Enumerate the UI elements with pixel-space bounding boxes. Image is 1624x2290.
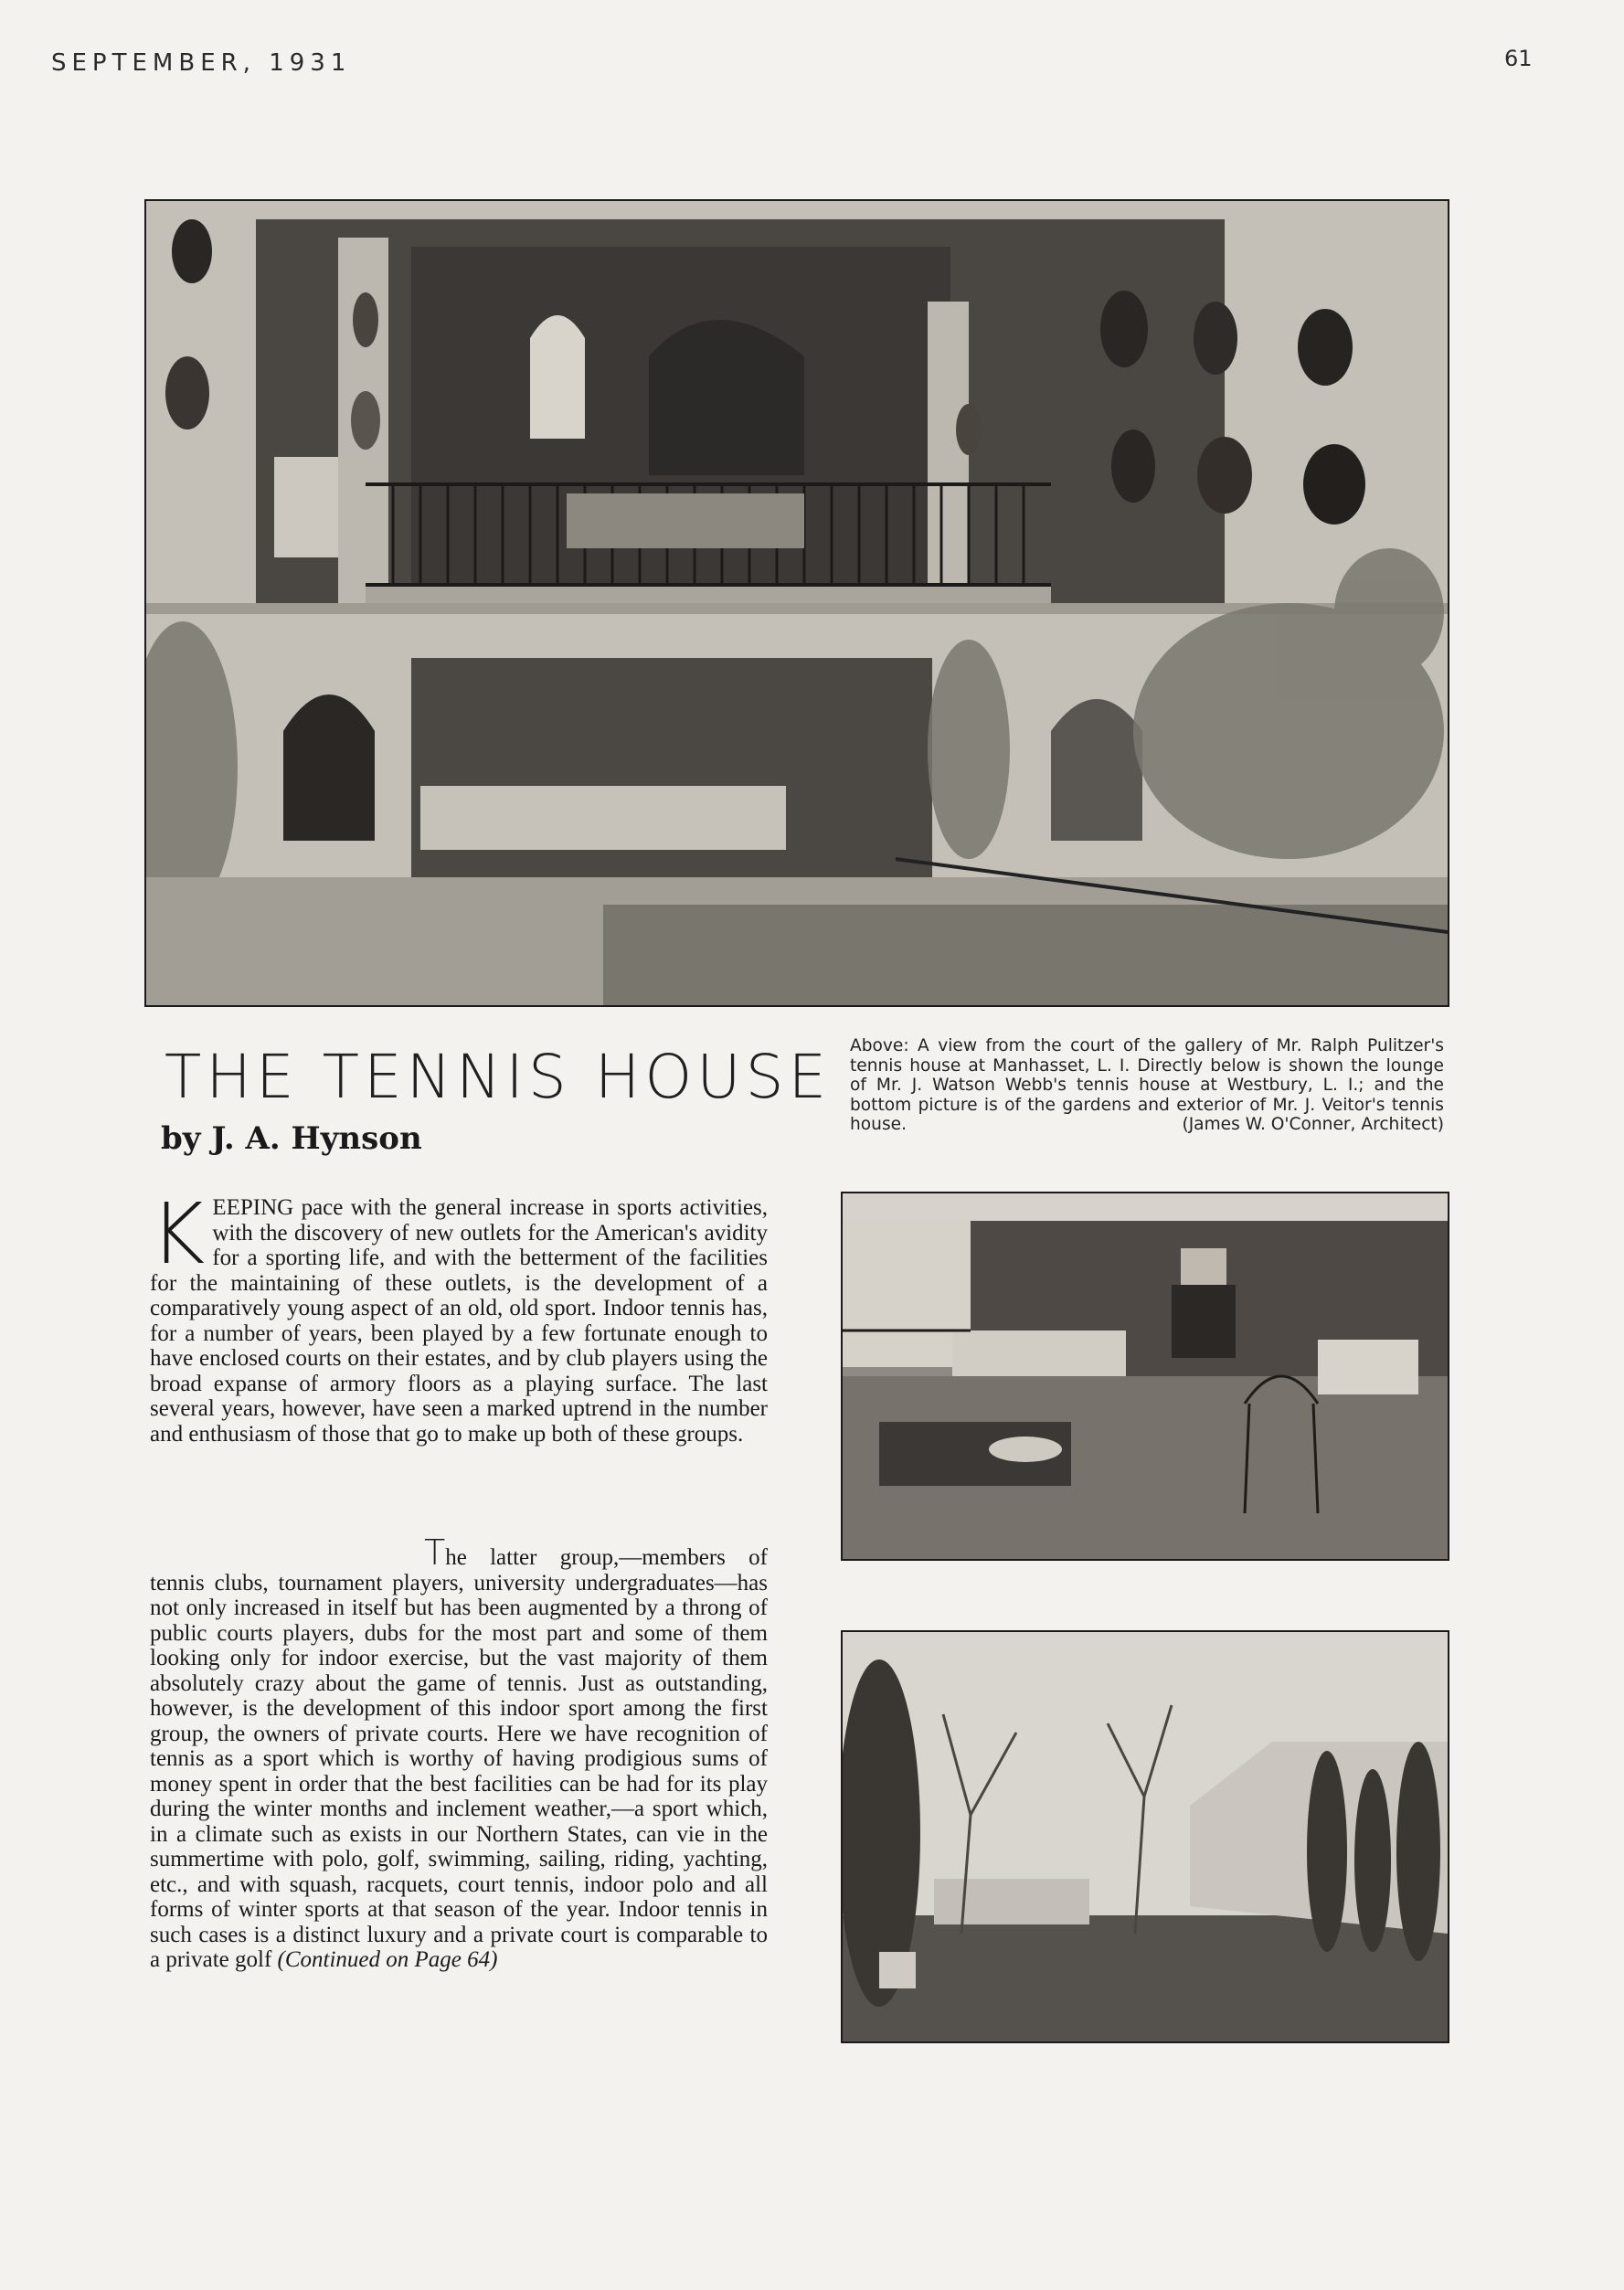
article-title: THE TENNIS HOUSE [165, 1042, 832, 1112]
photo-tennis-house-gallery [144, 199, 1449, 1007]
continued-note: (Continued on Page 64) [277, 1947, 498, 1972]
issue-date: SEPTEMBER, 1931 [51, 49, 352, 77]
paragraph-1-text: EEPING pace with the general increase in sports activities, with the discovery of new outlets for the American's avidity for a sporting life, and with the betterment of the facilities for the maintaining of these outlets, is the development of a comparatively young aspect of an old, old sport. Indoor tennis has, for a number of years, been played by a few fortunate enough to have enclosed courts on their estates, and by club players using the broad expanse of armory floors as a playing surface. The last several years, however, have seen a marked uptrend in the number and enthusiasm of those that go to make up both of these groups. [150, 1195, 768, 1447]
paragraph-2-text: he latter group,—members of tennis clubs, tournament players, university undergraduates—has not only increased in itself but has been augmented by a throng of public courts players, dubs for the most part and some of them looking only for indoor exercise, but the vast majority of them absolutely crazy about the game of tennis. Just as outstanding, however, is the development of this indoor sport among the first group, the owners of private courts. Here we have recognition of tennis as a sport which is worthy of having prodigious sums of money spent in order that the best facilities can be had for its play during the winter months and inclement weather,—a sport which, in a climate such as exists in our Northern States, can vie in the summertime with polo, golf, swimming, sailing, riding, yachting, etc., and with squash, racquets, court tennis, indoor polo and all forms of winter sports at that season of the year. Indoor tennis in such cases is a distinct luxury and a private court is comparable to a private golf [150, 1545, 768, 1972]
page-number: 61 [1504, 46, 1533, 71]
article-paragraph-2 [150, 1532, 768, 1973]
caption-text: Above: A view from the court of the gallery of Mr. Ralph Pulitzer's tennis house at Manhasset, L. I. Directly below is shown the lounge of Mr. J. Watson Webb's tennis house at Westbury, L. I.; and the bottom picture is of the gardens and exterior of Mr. J. Veitor's tennis house. [850, 1036, 1444, 1134]
photo-garden-exterior [841, 1630, 1449, 2043]
photo-caption [850, 1036, 1444, 1135]
paragraph-2-initial: T [424, 1532, 446, 1573]
drop-cap: K [150, 1185, 206, 1283]
article-byline: by J. A. Hynson [161, 1120, 422, 1157]
photo-lounge-interior [841, 1192, 1449, 1561]
article-paragraph-1 [150, 1185, 768, 1447]
architect-credit: (James W. O'Conner, Architect) [1182, 1115, 1444, 1134]
